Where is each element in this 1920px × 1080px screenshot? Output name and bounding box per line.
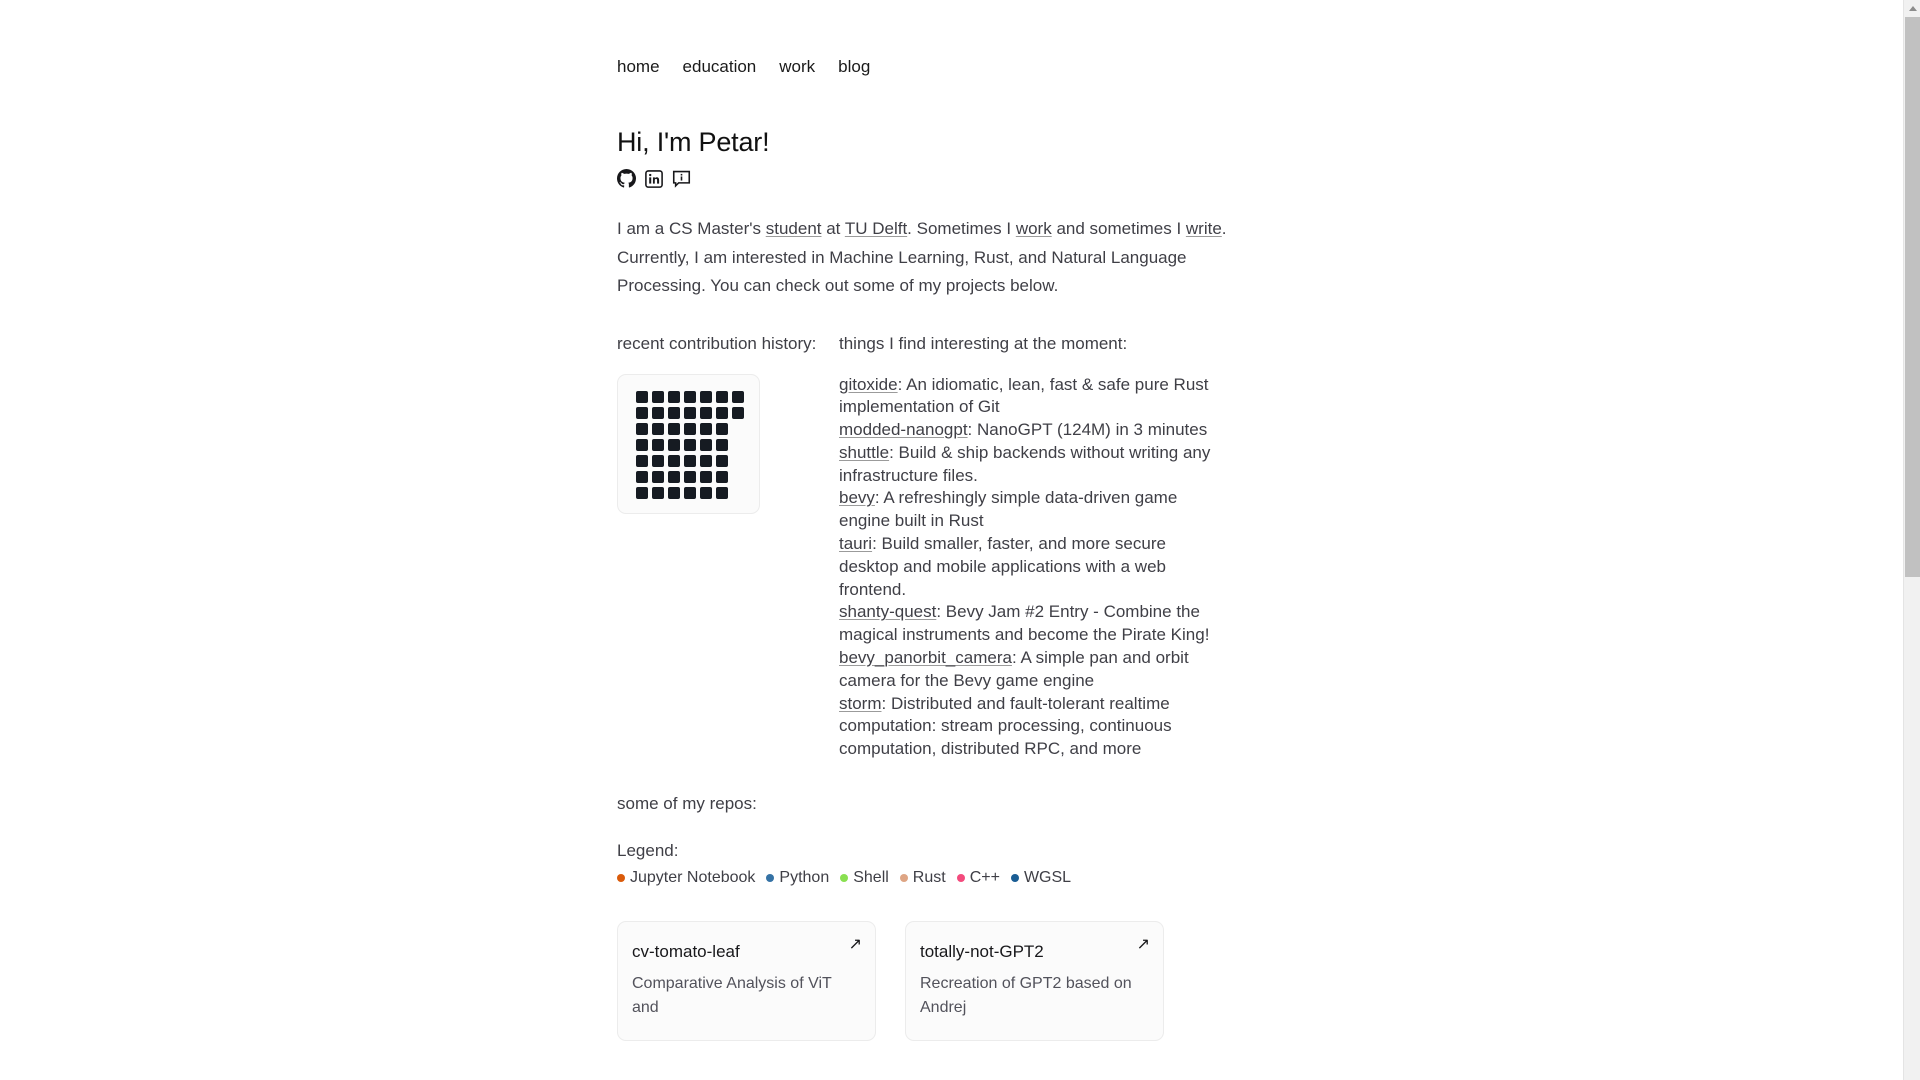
contribution-cell[interactable] — [636, 455, 648, 467]
intro-text-3: . Sometimes I — [907, 219, 1016, 238]
legend-label: C++ — [969, 869, 1000, 887]
legend-color-dot-icon — [900, 874, 908, 882]
link-student[interactable]: student — [765, 219, 822, 238]
contribution-cell[interactable] — [636, 407, 648, 419]
two-column-section — [617, 354, 1317, 762]
legend-item — [617, 869, 755, 887]
legend-heading: Legend: — [617, 841, 679, 861]
interest-item — [839, 647, 1211, 693]
page-title: Hi, I'm Petar! — [617, 127, 770, 157]
interest-link[interactable]: modded-nanogpt — [839, 420, 968, 440]
contribution-cell[interactable] — [700, 407, 712, 419]
repo-card[interactable] — [617, 921, 876, 1041]
contribution-cell[interactable] — [716, 439, 728, 451]
legend-label: Jupyter Notebook — [630, 869, 756, 887]
contribution-cell[interactable] — [652, 455, 664, 467]
interest-item — [839, 601, 1211, 647]
page-content — [617, 0, 1317, 1041]
repo-card-title: cv-tomato-leaf — [632, 942, 740, 962]
contribution-cell[interactable] — [668, 439, 680, 451]
contribution-cell[interactable] — [684, 487, 696, 499]
contribution-cell[interactable] — [668, 391, 680, 403]
interest-description: : Build smaller, faster, and more secure desktop and mobile applications with a web frontend. — [839, 534, 1166, 599]
contribution-cell[interactable] — [636, 487, 648, 499]
message-info-icon[interactable] — [672, 169, 691, 188]
interest-item — [839, 419, 1211, 442]
legend-item — [1011, 869, 1071, 887]
contribution-cell[interactable] — [652, 407, 664, 419]
repos-heading: some of my repos: — [617, 794, 757, 814]
legend-color-dot-icon — [766, 874, 774, 882]
interest-item — [839, 693, 1211, 761]
intro-text-2: at — [821, 219, 845, 238]
legend-item — [840, 869, 889, 887]
intro-text-5: . Currently, I am interested in Machine Learning, Rust, and Natural Language Processing. You can check out some of my projects below. — [617, 219, 1227, 295]
legend-item — [900, 869, 946, 887]
intro-text-1: I am a CS Master's — [617, 219, 766, 238]
interests-list — [839, 374, 1211, 762]
contribution-cell[interactable] — [716, 407, 728, 419]
legend-color-dot-icon — [1011, 874, 1019, 882]
main-navigation — [617, 0, 1317, 75]
legend-label: Shell — [853, 869, 889, 887]
repo-card-description: Recreation of GPT2 based on Andrej — [920, 975, 1132, 1017]
contribution-cell[interactable] — [684, 471, 696, 483]
nav-item-education[interactable]: education — [682, 57, 757, 76]
contribution-cell[interactable] — [684, 391, 696, 403]
contribution-cell[interactable] — [652, 423, 664, 435]
interest-link[interactable]: bevy — [839, 488, 875, 508]
contribution-cell[interactable] — [732, 391, 744, 403]
link-write[interactable]: write — [1185, 219, 1222, 238]
legend-color-dot-icon — [840, 874, 848, 882]
contribution-cell[interactable] — [716, 391, 728, 403]
contribution-cell[interactable] — [716, 487, 728, 499]
scrollbar-thumb[interactable] — [1905, 17, 1920, 577]
interest-link[interactable]: shanty-quest — [839, 602, 937, 622]
legend-label: WGSL — [1023, 869, 1072, 887]
interest-link[interactable]: shuttle — [839, 442, 890, 462]
intro-paragraph — [617, 188, 1269, 301]
interests-column — [839, 374, 1317, 762]
contribution-cell[interactable] — [652, 471, 664, 483]
legend-label: Rust — [912, 869, 946, 887]
contribution-cell[interactable] — [636, 471, 648, 483]
legend-item — [766, 869, 829, 887]
contribution-cell[interactable] — [684, 439, 696, 451]
link-tu-delft[interactable]: TU Delft — [844, 219, 908, 238]
interest-item — [839, 487, 1211, 533]
legend-color-dot-icon — [957, 874, 965, 882]
repo-card-title: totally-not-GPT2 — [920, 942, 1044, 962]
contribution-cell[interactable] — [684, 455, 696, 467]
legend-label: Python — [779, 869, 830, 887]
interest-item — [839, 442, 1211, 488]
interest-link[interactable]: bevy_panorbit_camera — [839, 648, 1012, 668]
contribution-cell[interactable] — [732, 407, 744, 419]
contribution-cell[interactable] — [700, 423, 712, 435]
contribution-cell[interactable] — [668, 471, 680, 483]
contribution-cell[interactable] — [700, 487, 712, 499]
nav-item-home[interactable]: home — [617, 57, 660, 76]
contribution-cell[interactable] — [700, 391, 712, 403]
contribution-graph[interactable] — [636, 391, 747, 499]
interest-link[interactable]: storm — [839, 693, 882, 713]
repo-card-description: Comparative Analysis of ViT and — [632, 975, 832, 1017]
contribution-cell[interactable] — [652, 391, 664, 403]
contribution-cell[interactable] — [652, 487, 664, 499]
contribution-cell[interactable] — [668, 407, 680, 419]
contribution-cell[interactable] — [716, 423, 728, 435]
interest-description: : A simple pan and orbit camera for the Bevy game engine — [839, 648, 1189, 690]
interest-description: : NanoGPT (124M) in 3 minutes — [967, 420, 1208, 440]
contribution-cell-empty — [732, 423, 744, 435]
contribution-cell[interactable] — [700, 439, 712, 451]
contribution-cell[interactable] — [668, 423, 680, 435]
github-icon[interactable] — [617, 169, 636, 188]
contribution-cell[interactable] — [668, 487, 680, 499]
linkedin-icon[interactable] — [645, 170, 663, 188]
vertical-scrollbar[interactable] — [1903, 0, 1920, 1080]
repo-card[interactable] — [905, 921, 1164, 1041]
nav-item-work[interactable]: work — [779, 57, 816, 76]
contribution-cell[interactable] — [684, 423, 696, 435]
interest-link[interactable]: gitoxide — [839, 374, 898, 394]
contribution-cell[interactable] — [636, 391, 648, 403]
interest-description: : A refreshingly simple data-driven game engine built in Rust — [839, 488, 1178, 531]
repo-card-list — [617, 887, 1317, 1041]
social-links — [617, 169, 1317, 188]
interest-item — [839, 533, 1211, 601]
interest-description: : Distributed and fault-tolerant realtime computation: stream processing, continuous computation, distributed RPC, and more — [839, 693, 1172, 759]
link-work[interactable]: work — [1015, 219, 1052, 238]
contribution-cell-empty — [732, 439, 744, 451]
interest-item — [839, 374, 1211, 420]
scroll-up-arrow-icon[interactable] — [1904, 0, 1920, 17]
section-headings — [617, 301, 1317, 354]
external-link-arrow-icon: ↗ — [848, 936, 862, 954]
interest-description: : Build & ship backends without writing any infrastructure files. — [839, 442, 1211, 485]
contribution-cell[interactable] — [700, 455, 712, 467]
contribution-cell-empty — [732, 455, 744, 467]
interest-description: : An idiomatic, lean, fast & safe pure Rust implementation of Git — [839, 374, 1209, 417]
contribution-cell[interactable] — [668, 455, 680, 467]
contribution-cell[interactable] — [684, 407, 696, 419]
contribution-cell[interactable] — [636, 439, 648, 451]
contribution-cell[interactable] — [716, 471, 728, 483]
nav-item-blog[interactable]: blog — [838, 57, 871, 76]
language-legend — [617, 861, 1317, 887]
external-link-arrow-icon: ↗ — [1136, 936, 1150, 954]
contribution-cell-empty — [732, 487, 744, 499]
contribution-heading: recent contribution history: — [617, 333, 817, 353]
contribution-column — [617, 374, 839, 762]
contribution-cell[interactable] — [636, 423, 648, 435]
interest-description: : Bevy Jam #2 Entry - Combine the magical instruments and become the Pirate King! — [839, 602, 1210, 645]
contribution-cell[interactable] — [716, 455, 728, 467]
contribution-cell[interactable] — [700, 471, 712, 483]
interests-heading: things I find interesting at the moment: — [839, 333, 1128, 353]
intro-text-4: and sometimes I — [1051, 219, 1186, 238]
legend-color-dot-icon — [617, 874, 625, 882]
contribution-cell-empty — [732, 471, 744, 483]
contribution-cell[interactable] — [652, 439, 664, 451]
contribution-card — [617, 374, 760, 514]
legend-item — [957, 869, 1000, 887]
interest-link[interactable]: tauri — [839, 534, 873, 554]
